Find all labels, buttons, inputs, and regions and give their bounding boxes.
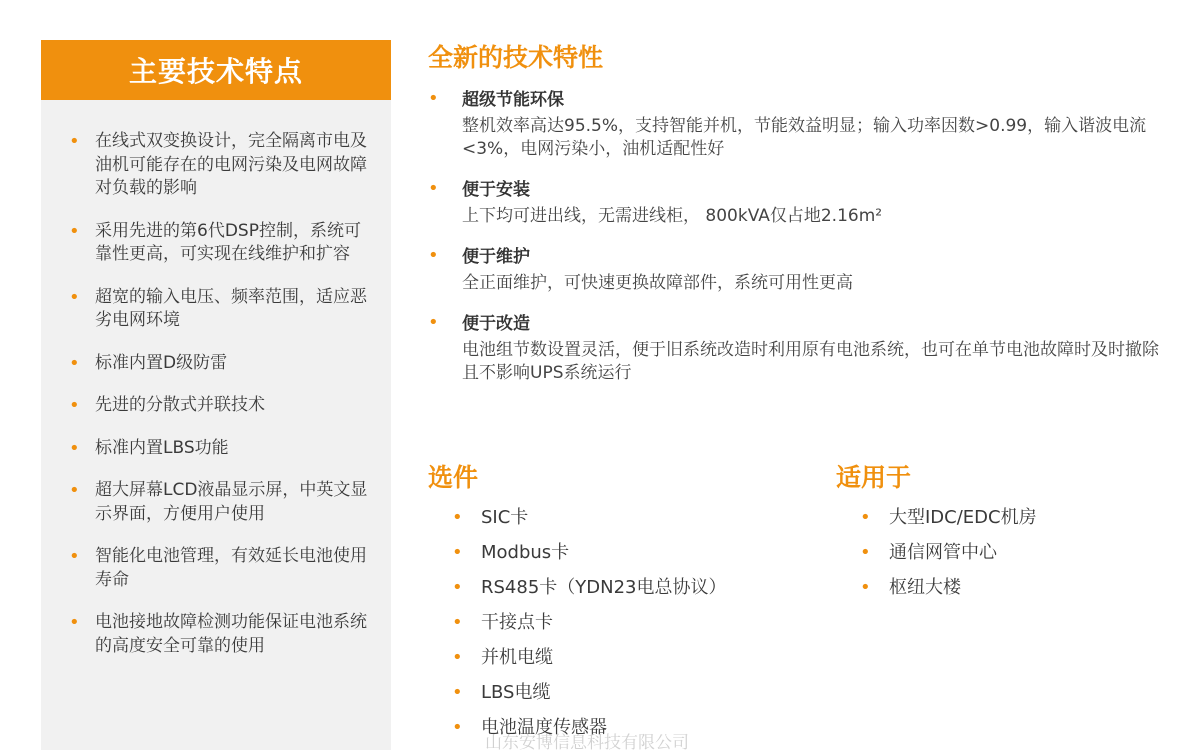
bullet-icon: • [452, 717, 463, 738]
feature-desc: 上下均可进出线，无需进线柜， 800kVA仅占地2.16m² [462, 206, 883, 226]
list-item: • SIC卡 [452, 507, 529, 528]
bullet-icon: • [69, 395, 80, 416]
options-title: 选件 [428, 463, 479, 492]
feature-title: 便于维护 [462, 247, 530, 267]
tech-features-title: 全新的技术特性 [428, 43, 604, 72]
tech-features-list [428, 88, 1168, 402]
feature-desc: 整机效率高达95.5%，支持智能并机，节能效益明显；输入功率因数>0.99，输入谐波电流<3%，电网污染小，油机适配性好 [462, 116, 1147, 159]
list-item: • 超宽的输入电压、频率范围，适应恶劣电网环境 [69, 286, 367, 330]
bullet-icon: • [452, 507, 463, 528]
feature-desc: 全正面维护，可快速更换故障部件，系统可用性更高 [462, 273, 853, 293]
bullet-icon: • [860, 507, 871, 528]
list-item: • 枢纽大楼 [860, 577, 961, 598]
list-item: • 采用先进的第6代DSP控制，系统可靠性更高，可实现在线维护和扩容 [69, 220, 361, 264]
list-item: • 超大屏幕LCD液晶显示屏，中英文显示界面，方便用户使用 [69, 480, 368, 524]
applications-title: 适用于 [836, 463, 912, 492]
bullet-icon: • [452, 682, 463, 703]
bullet-icon: • [452, 612, 463, 633]
applications-list [860, 506, 1037, 611]
feature-title: 超级节能环保 [462, 90, 564, 110]
feature-item [428, 312, 1168, 385]
list-item: • 电池接地故障检测功能保证电池系统的高度安全可靠的使用 [69, 612, 367, 656]
list-item: • 标准内置D级防雷 [69, 352, 228, 374]
bullet-icon: • [69, 286, 80, 308]
list-item: • Modbus卡 [452, 542, 570, 563]
bullet-icon: • [428, 88, 439, 109]
bullet-icon: • [452, 542, 463, 563]
list-item: • 智能化电池管理，有效延长电池使用寿命 [69, 546, 367, 590]
bullet-icon: • [69, 612, 80, 633]
bullet-icon: • [69, 352, 80, 374]
list-item: • 标准内置LBS功能 [69, 437, 229, 459]
list-item: • 在线式双变换设计，完全隔离市电及油机可能存在的电网污染及电网故障对负载的影响 [69, 131, 367, 198]
bullet-icon: • [69, 131, 80, 152]
list-item: • 通信网管中心 [860, 542, 997, 563]
feature-item [428, 178, 1168, 228]
list-item: • 大型IDC/EDC机房 [860, 507, 1037, 528]
bullet-icon: • [428, 312, 439, 333]
bullet-icon: • [428, 178, 439, 199]
bullet-icon: • [452, 647, 463, 668]
bullet-icon: • [860, 542, 871, 563]
key-features-panel [41, 40, 391, 750]
bullet-icon: • [452, 577, 463, 598]
list-item: • 并机电缆 [452, 647, 553, 668]
list-item: • 先进的分散式并联技术 [69, 395, 265, 416]
feature-desc: 电池组节数设置灵活，便于旧系统改造时利用原有电池系统，也可在单节电池故障时及时撤除且不影响UPS系统运行 [462, 340, 1159, 383]
list-item: • 干接点卡 [452, 612, 553, 633]
feature-title: 便于安装 [462, 180, 530, 200]
watermark: 山东安博信息科技有限公司 [485, 733, 689, 753]
bullet-icon: • [69, 480, 80, 501]
list-item: • 电池温度传感器 [452, 717, 607, 738]
key-features-list [41, 100, 391, 658]
bullet-icon: • [69, 546, 80, 567]
bullet-icon: • [69, 437, 80, 459]
feature-item [428, 88, 1168, 161]
bullet-icon: • [860, 577, 871, 598]
bullet-icon: • [69, 220, 80, 242]
bullet-icon: • [428, 245, 439, 266]
options-list [452, 506, 727, 751]
feature-title: 便于改造 [462, 314, 530, 334]
key-features-header: 主要技术特点 [41, 40, 391, 100]
list-item: • RS485卡（YDN23电总协议） [452, 577, 727, 598]
feature-item [428, 245, 1168, 295]
list-item: • LBS电缆 [452, 682, 551, 703]
